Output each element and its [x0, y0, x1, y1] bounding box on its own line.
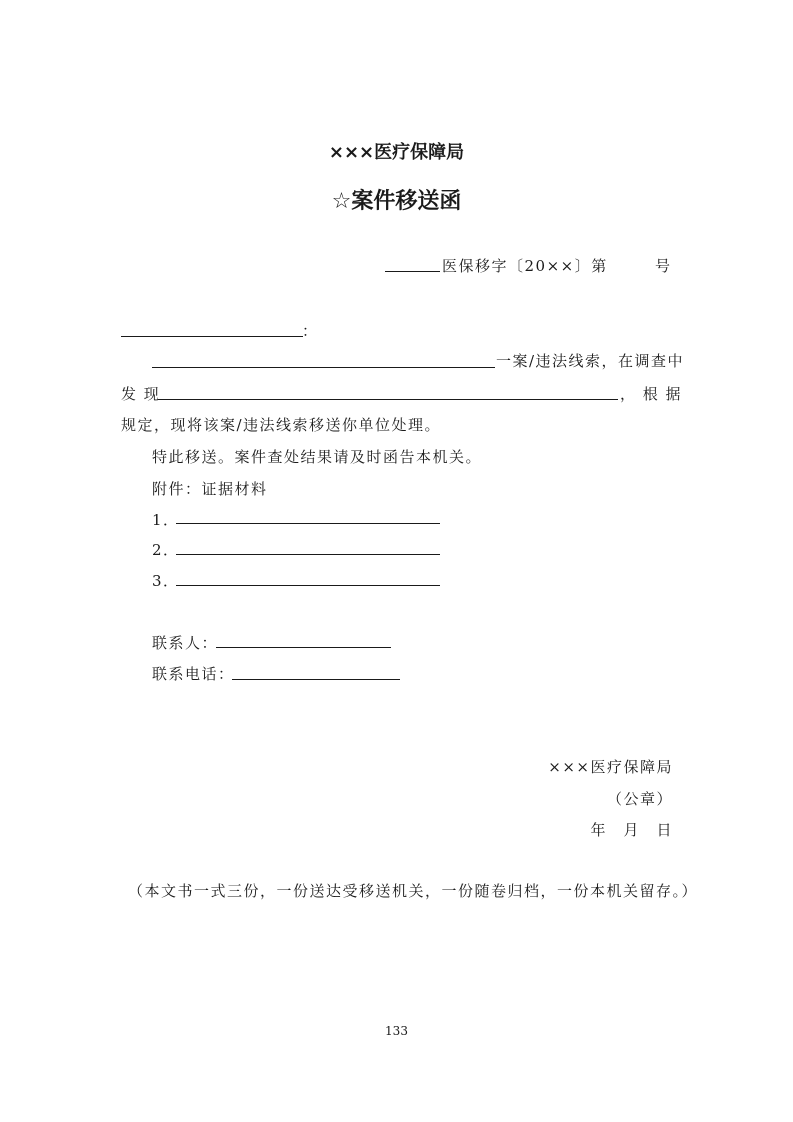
findings-blank — [158, 399, 618, 400]
signature-seal: （公章） — [606, 790, 673, 808]
attachment-blank — [176, 523, 440, 524]
body-line4: 特此移送。案件查处结果请及时函告本机关。 — [152, 448, 483, 466]
contact-person-blank — [216, 647, 391, 648]
attachment-blank — [176, 554, 440, 555]
body-line2-start: 发 现 — [121, 385, 161, 403]
doc-number-blank — [385, 271, 440, 272]
doc-number-text: 医保移字〔20××〕第 — [442, 257, 608, 275]
contact-phone-blank — [232, 679, 400, 680]
document-title: ☆案件移送函 — [331, 189, 462, 214]
signature-date: 年 月 日 — [590, 821, 673, 839]
case-name-blank — [152, 367, 495, 368]
body-line3: 规定，现将该案/违法线索移送你单位处理。 — [121, 416, 442, 434]
contact-phone-label: 联系电话： — [152, 665, 235, 683]
signature-org: ×××医疗保障局 — [548, 758, 673, 776]
doc-number-suffix: 号 — [655, 257, 672, 275]
body-line2-end: ， 根 据 — [620, 385, 683, 403]
addressee-blank — [121, 336, 303, 337]
body-line1-end: 一案/违法线索，在调查中 — [496, 352, 685, 370]
attachment-item-number: 2． — [152, 541, 180, 559]
attachment-label: 附件：证据材料 — [152, 480, 268, 498]
page-number: 133 — [385, 1024, 408, 1038]
org-title: ×××医疗保障局 — [328, 142, 465, 163]
attachment-blank — [176, 585, 440, 586]
attachment-item-number: 1． — [152, 511, 180, 529]
attachment-item-number: 3． — [152, 572, 180, 590]
contact-person-label: 联系人： — [152, 634, 219, 652]
footnote: （本文书一式三份，一份送达受移送机关，一份随卷归档，一份本机关留存。） — [128, 882, 699, 900]
addressee-colon: ： — [302, 322, 319, 340]
